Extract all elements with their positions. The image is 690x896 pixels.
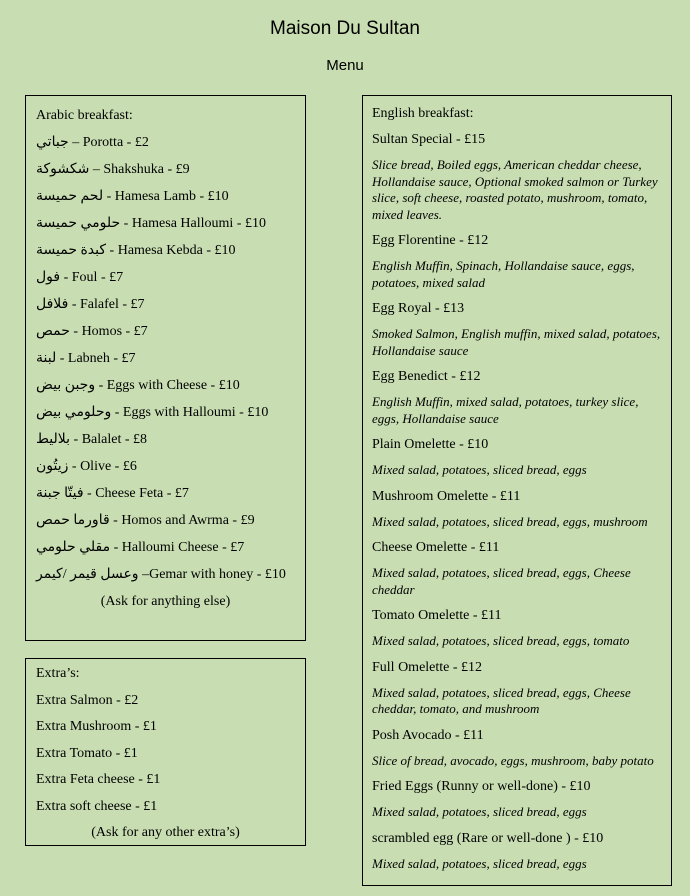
menu-item: لبنة - Labneh - £7: [36, 351, 136, 366]
menu-item-description: Slice bread, Boiled eggs, American cheddar cheese, Hollandaise sauce, Optional smoked salmon or Turkey slice, soft cheese, roasted potato, mushroom, tomato, mixed leaves.: [372, 157, 658, 222]
menu-item-name: Full Omelette - £12: [372, 659, 483, 675]
menu-item: حمص - Homos - £7: [36, 324, 148, 339]
menu-item: حلومي ‎مقلي - Halloumi Cheese - £7: [36, 540, 245, 555]
menu-item-description: Mixed salad, potatoes, sliced bread, eggs, Cheese cheddar: [372, 565, 631, 597]
menu-item-description: Smoked Salmon, English muffin, mixed salad, potatoes, Hollandaise sauce: [372, 326, 661, 358]
menu-item: بلاليط - Balalet - £8: [36, 432, 148, 447]
menu-item-description: Mixed salad, potatoes, sliced bread, eggs: [372, 855, 587, 871]
menu-item-description: Mixed salad, potatoes, sliced bread, eggs, mushroom: [372, 513, 648, 529]
menu-item-name: Posh Avocado - £11: [372, 727, 484, 743]
menu-item-description: Mixed salad, potatoes, sliced bread, eggs, tomato: [372, 633, 630, 648]
menu-item: فلافل - Falafel - £7: [36, 297, 145, 312]
menu-item-name: Egg Royal - £13: [372, 301, 465, 316]
menu-item: فول - Foul - £7: [36, 270, 124, 285]
menu-item: Extra Feta cheese - £1: [36, 772, 161, 787]
menu-item: Extra Tomato - £1: [36, 745, 138, 761]
menu-item-name: Tomato Omelette - £11: [372, 608, 502, 623]
menu-item-name: Plain Omelette - £10: [372, 437, 489, 452]
menu-item-description: English Muffin, Spinach, Hollandaise sauce, eggs, potatoes, mixed salad: [372, 258, 635, 290]
menu-item: جبنة ‎فيتّا - Cheese Feta - £7: [36, 486, 189, 501]
menu-item-description: Slice of bread, avocado, eggs, mushroom, baby potato: [372, 752, 654, 768]
menu-item: بيض ‎وحلومي - Eggs with Halloumi - £10: [36, 405, 269, 420]
english-section-heading: English breakfast:: [372, 106, 474, 121]
menu-item: شكشوكة – Shakshuka - £9: [36, 162, 190, 177]
menu-item: Extra Salmon - £2: [36, 692, 139, 708]
menu-item: جباتي – Porotta - £2: [36, 135, 149, 150]
menu-item: حميسة ‎لحم - Hamesa Lamb - £10: [36, 189, 229, 204]
menu-item-name: Cheese Omelette - £11: [372, 540, 500, 555]
menu-item: زيتُون - Olive - £6: [36, 459, 137, 474]
menu-item-name: scrambled egg (Rare or well-done ) - £10: [372, 830, 604, 846]
english-breakfast-box: [362, 95, 672, 886]
menu-item-description: Mixed salad, potatoes, sliced bread, eggs, Cheese cheddar, tomato, and mushroom: [372, 684, 631, 716]
menu-item-description: Mixed salad, potatoes, sliced bread, eggs: [372, 462, 587, 477]
menu-item: حميسة ‎حلومي - Hamesa Halloumi - £10: [36, 216, 266, 231]
menu-item-name: Mushroom Omelette - £11: [372, 488, 521, 504]
menu-item: حمص ‎قاورما - Homos and Awrma - £9: [36, 513, 255, 528]
extras-section-note: (Ask for any other extra’s): [91, 825, 240, 840]
menu-item-name: Egg Florentine - £12: [372, 233, 489, 248]
page-title: Maison Du Sultan: [270, 18, 420, 39]
extras-box: [25, 658, 306, 846]
menu-item-name: Fried Eggs (Runny or well-done) - £10: [372, 779, 591, 794]
menu-item: Extra Mushroom - £1: [36, 719, 157, 734]
arabic-section-heading: Arabic breakfast:: [36, 108, 133, 123]
menu-item: حميسة ‎كبدة - Hamesa Kebda - £10: [36, 243, 236, 258]
menu-item: Extra soft cheese - £1: [36, 798, 158, 814]
arabic-breakfast-box: [25, 95, 306, 641]
menu-item-description: English Muffin, mixed salad, potatoes, turkey slice, eggs, Hollandaise sauce: [372, 394, 639, 426]
menu-item-name: Sultan Special - £15: [372, 132, 486, 147]
menu-item: كيمر/ ‎قيمر ‎وعسل –Gemar with honey - £10: [36, 567, 286, 582]
menu-item: بيض ‎وجبن - Eggs with Cheese - £10: [36, 378, 240, 393]
menu-item-description: Mixed salad, potatoes, sliced bread, eggs: [372, 804, 587, 819]
extras-section-heading: Extra’s:: [36, 666, 80, 681]
arabic-section-note: (Ask for anything else): [100, 594, 231, 609]
menu-item-name: Egg Benedict - £12: [372, 369, 481, 384]
page-subtitle: Menu: [326, 57, 364, 74]
